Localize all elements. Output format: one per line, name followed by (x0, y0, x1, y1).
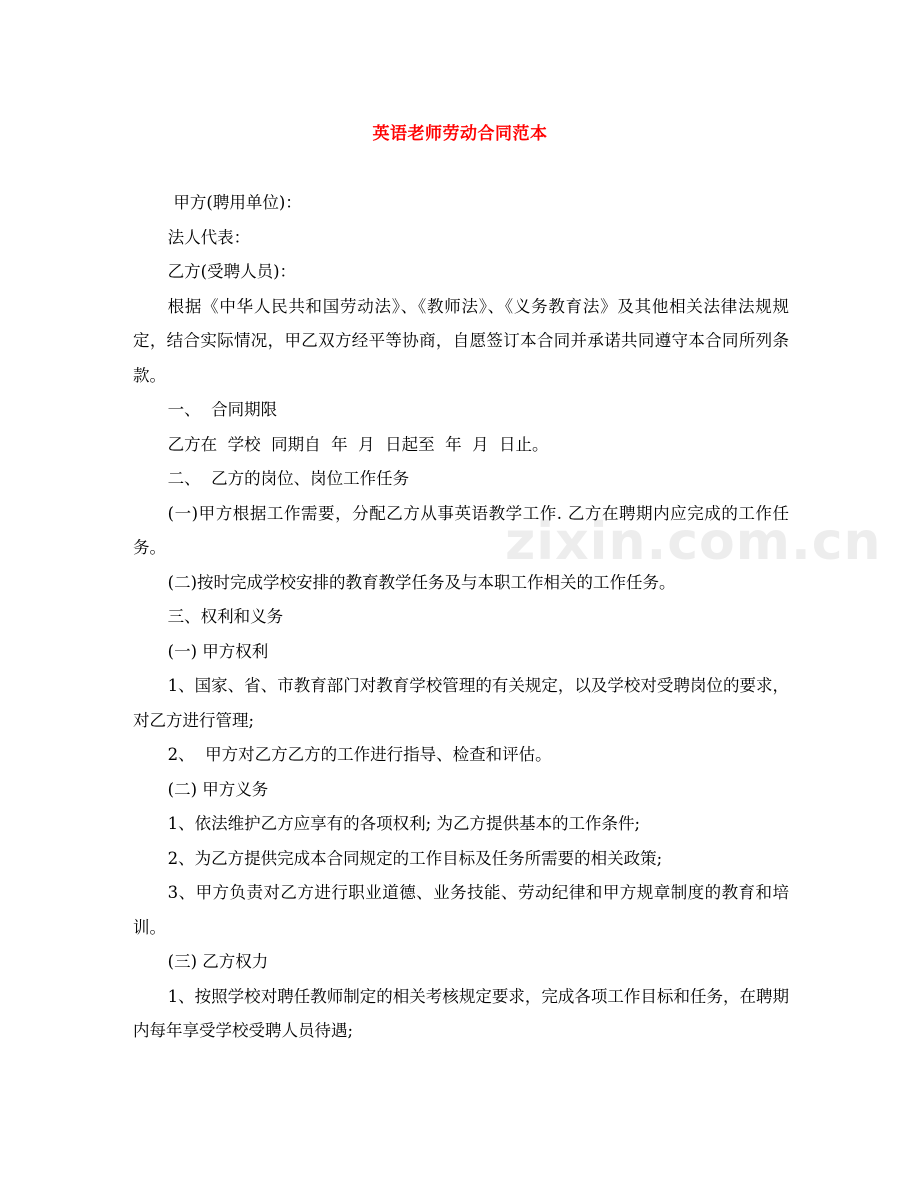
party-a-duties-item-3: 3、甲方负责对乙方进行职业道德、业务技能、劳动纪律和甲方规章制度的教育和培训。 (133, 883, 789, 937)
subsection-heading-party-a-duties: (二) 甲方义务 (167, 779, 269, 799)
document-title: 英语老师劳动合同范本 (372, 124, 548, 144)
party-a-rights-item-1: 1、国家、省、市教育部门对教育学校管理的有关规定，以及学校对受聘岗位的要求，对乙方进行管理; (133, 676, 789, 730)
position-item-2: (二)按时完成学校安排的教育教学任务及与本职工作相关的工作任务。 (167, 572, 676, 592)
section-heading-term: 一、 合同期限 (167, 400, 278, 419)
watermark: zixin.com.cn (505, 512, 882, 572)
section-heading-position: 二、 乙方的岗位、岗位工作任务 (167, 469, 410, 488)
preamble-paragraph: 根据《中华人民共和国劳动法》、《教师法》、《义务教育法》及其他相关法律法规规定，结合实际情况，甲乙双方经平等协商，自愿签订本合同并承诺共同遵守本合同所列条款。 (133, 296, 789, 385)
subsection-heading-party-a-rights: (一) 甲方权利 (167, 641, 269, 661)
term-paragraph: 乙方在 学校 同期自 年 月 日起至 年 月 日止。 (167, 434, 549, 454)
section-heading-rights: 三、权利和义务 (167, 607, 284, 626)
party-a-line: 甲方(聘用单位)： (173, 193, 302, 212)
party-b-rights-item-1: 1、按照学校对聘任教师制定的相关考核规定要求，完成各项工作目标和任务，在聘期内每年享受学校受聘人员待遇; (133, 986, 789, 1040)
document-body (133, 186, 789, 1049)
party-b-line: 乙方(受聘人员)： (167, 262, 297, 281)
party-a-duties-item-2: 2、为乙方提供完成本合同规定的工作目标及任务所需要的相关政策; (167, 848, 663, 868)
legal-representative-line: 法人代表： (167, 227, 251, 247)
subsection-heading-party-b-rights: (三) 乙方权力 (167, 952, 269, 971)
position-item-1: (一)甲方根据工作需要，分配乙方从事英语教学工作. 乙方在聘期内应完成的工作任务。 (133, 503, 789, 557)
party-a-rights-item-2: 2、 甲方对乙方乙方的工作进行指导、检查和评估。 (167, 745, 552, 764)
party-a-duties-item-1: 1、依法维护乙方应享有的各项权利; 为乙方提供基本的工作条件; (167, 814, 641, 833)
